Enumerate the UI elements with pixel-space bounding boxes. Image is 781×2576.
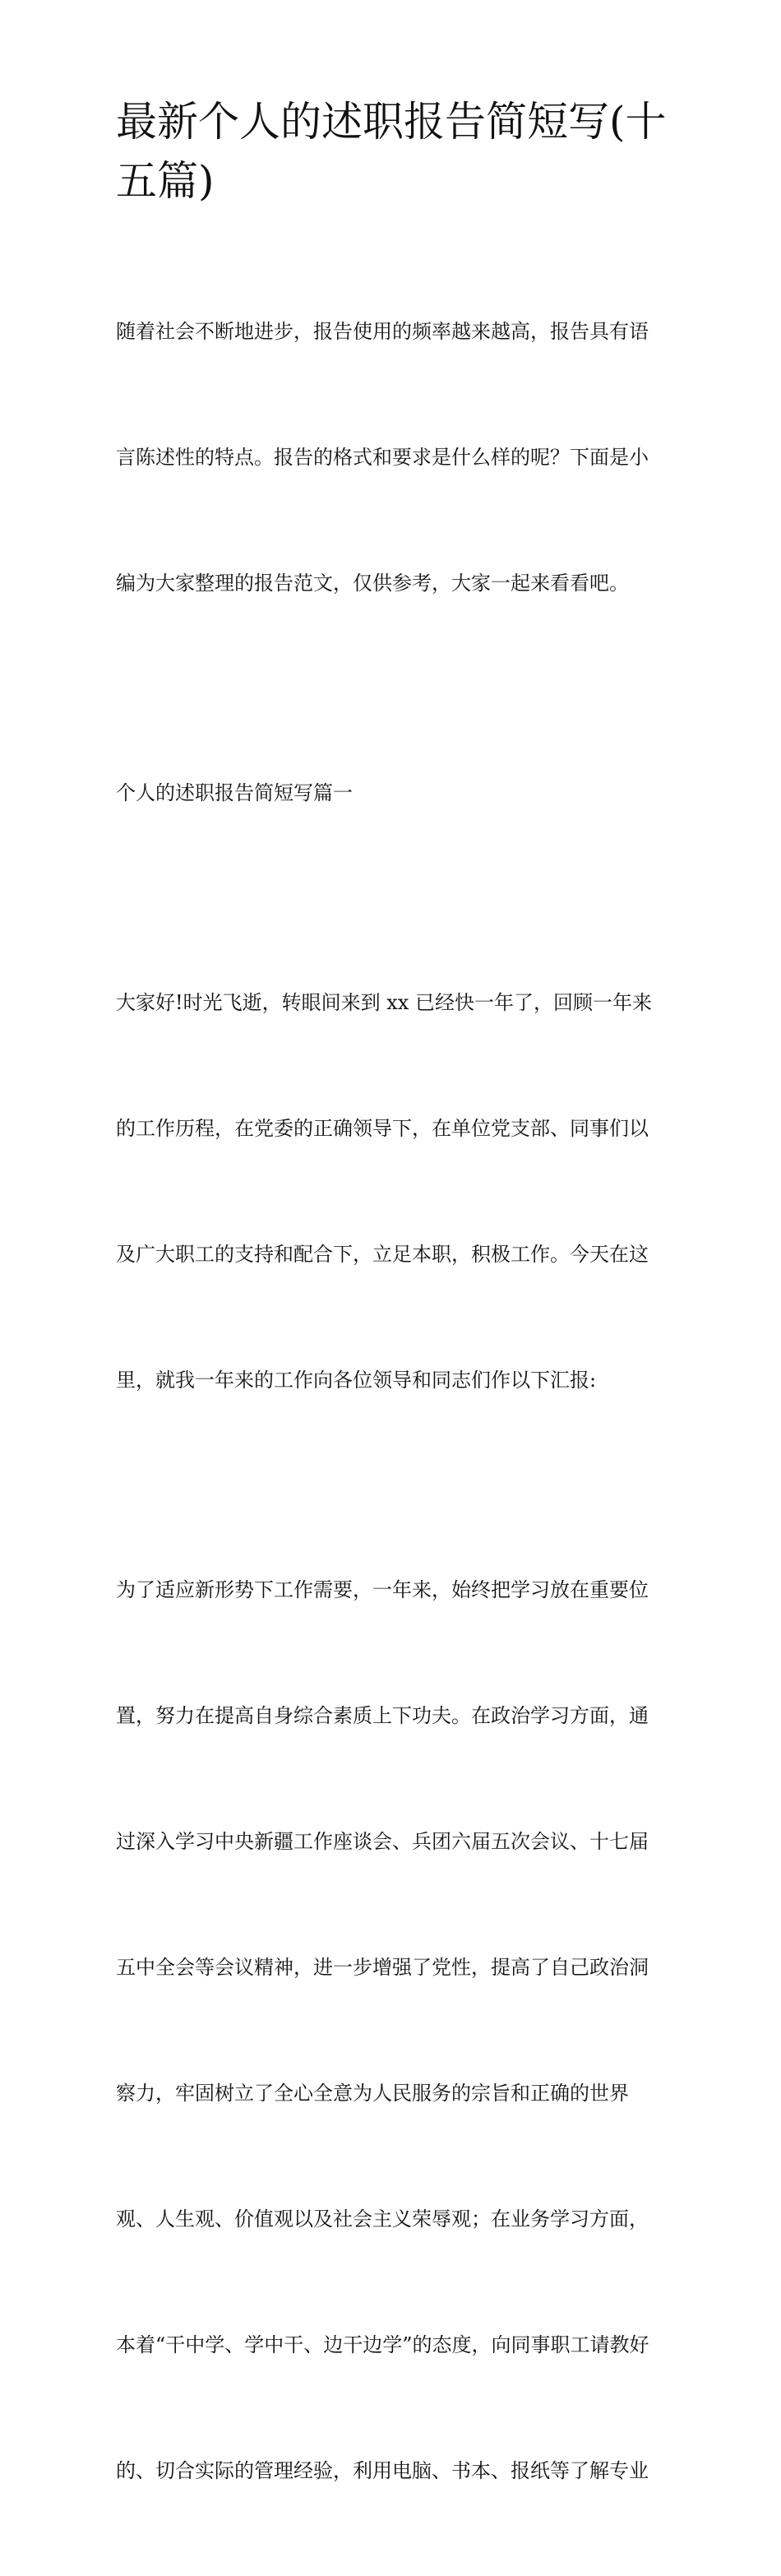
paragraph-1-line-2: 的工作历程，在党委的正确领导下，在单位党支部、同事们以 (116, 1117, 649, 1140)
document-body (116, 227, 667, 2576)
document-content (116, 92, 667, 2576)
paragraph-1 (116, 898, 667, 1485)
paragraph-2-line-1: 为了适应新形势下工作需要，一年来，始终把学习放在重要位 (116, 1578, 649, 1601)
paragraph-2-line-2: 置，努力在提高自身综合素质上下功夫。在政治学习方面，通 (116, 1704, 649, 1727)
section-heading (116, 688, 667, 898)
paragraph-2-line-3: 过深入学习中央新疆工作座谈会、兵团六届五次会议、十七届 (116, 1830, 649, 1853)
paragraph-2-line-7: 本着“干中学、学中干、边干边学”的态度，向同事职工请教好 (116, 2333, 649, 2356)
intro-line-2: 言陈述性的特点。报告的格式和要求是什么样的呢？下面是小 (116, 446, 649, 469)
section-heading-text: 个人的述职报告简短写篇一 (116, 781, 353, 804)
paragraph-1-line-3: 及广大职工的支持和配合下，立足本职，积极工作。今天在这 (116, 1243, 649, 1266)
paragraph-2-line-8: 的、切合实际的管理经验，利用电脑、书本、报纸等了解专业 (116, 2459, 649, 2482)
document-title (116, 92, 667, 211)
paragraph-1-line-4: 里，就我一年来的工作向各位领导和同志们作以下汇报: (116, 1369, 597, 1392)
title-line-1: 最新个人的述职报告简短写(十 (116, 98, 667, 146)
intro-line-1: 随着社会不断地进步，报告使用的频率越来越高，报告具有语 (116, 320, 649, 343)
paragraph-2-line-6: 观、人生观、价值观以及社会主义荣辱观；在业务学习方面， (116, 2208, 649, 2231)
intro-line-3: 编为大家整理的报告范文，仅供参考，大家一起来看看吧。 (116, 572, 629, 595)
title-line-2: 五篇) (116, 157, 215, 205)
paragraph-2-line-4: 五中全会等会议精神，进一步增强了党性，提高了自己政治洞 (116, 1956, 649, 1979)
paragraph-1-line-1: 大家好!时光飞逝，转眼间来到 xx 已经快一年了，回顾一年来 (116, 991, 652, 1014)
intro-paragraph (116, 227, 667, 688)
paragraph-2 (116, 1485, 667, 2576)
paragraph-2-line-5: 察力，牢固树立了全心全意为人民服务的宗旨和正确的世界 (116, 2082, 629, 2105)
